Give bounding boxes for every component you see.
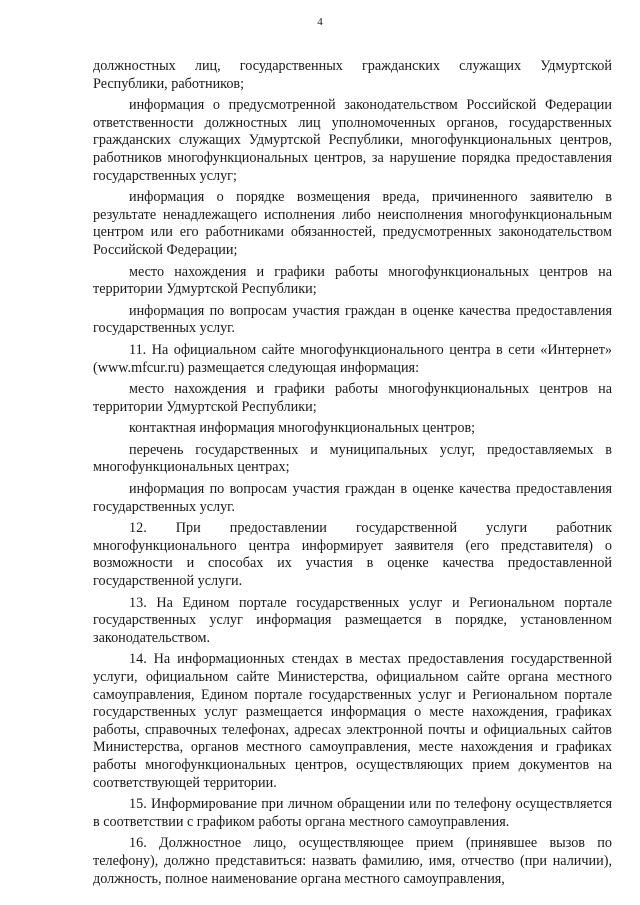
paragraph-14-stands: 14. На информационных стендах в местах предоставления государственной услуги, официальном сайте Министерства, официальном сайте органа местного самоуправления, Едином портале государственных услуг и Региональном портале государственных услуг размещается информация о месте нахождения, графиках работы, справочных телефонах, адресах электронной почты и официальных сайтов Министерства, органов местного самоуправления, месте нахождения и графиках работы многофункциональных центров, осуществляющих прием документов на соответствующей территории.	[93, 651, 612, 791]
paragraph-11-website: 11. На официальном сайте многофункционального центра в сети «Интернет» (www.mfcur.ru) размещается следующая информация:	[93, 341, 612, 376]
paragraph-16-official: 16. Должностное лицо, осуществляющее прием (принявшее вызов по телефону), должно представиться: назвать фамилию, имя, отчество (при наличии), должность, полное наименование органа местного самоуправления,	[93, 835, 612, 887]
paragraph-damage-compensation: информация о порядке возмещения вреда, причиненного заявителю в результате ненадлежащего исполнения либо неисполнения многофункциональным центром или его работниками обязанностей, предусмотренных законодательством Российской Федерации;	[93, 189, 612, 258]
paragraph-13-portals: 13. На Едином портале государственных услуг и Региональном портале государственных услуг информация размещается в порядке, установленном законодательством.	[93, 594, 612, 646]
document-body	[93, 58, 612, 892]
paragraph-15-personal: 15. Информирование при личном обращении или по телефону осуществляется в соответствии с графиком работы органа местного самоуправления.	[93, 796, 612, 830]
paragraph-12-informing: 12. При предоставлении государственной услуги работник многофункционального центра информирует заявителя (его представителя) о возможности и способах их участия в оценке качества предоставленной государственной услуги.	[93, 520, 612, 590]
paragraph-website-services: перечень государственных и муниципальных услуг, предоставляемых в многофункциональных центрах;	[93, 441, 612, 476]
paragraph-mfc-locations: место нахождения и графики работы многофункциональных центров на территории Удмуртской Республики;	[93, 263, 612, 298]
paragraph-continuation: должностных лиц, государственных гражданских служащих Удмуртской Республики, работников;	[93, 58, 612, 92]
paragraph-website-contacts: контактная информация многофункциональных центров;	[129, 420, 476, 437]
page-number: 4	[317, 16, 323, 28]
paragraph-quality-assessment: информация по вопросам участия граждан в оценке качества предоставления государственных услуг.	[93, 302, 612, 337]
paragraph-website-quality: информация по вопросам участия граждан в оценке качества предоставления государственных услуг.	[93, 481, 612, 515]
paragraph-liability-info: информация о предусмотренной законодательством Российской Федерации ответственности должностных лиц уполномоченных органов, государственных гражданских служащих Удмуртской Республики, многофункциональных центров, работников многофункциональных центров, за нарушение порядка предоставления государственных услуг;	[93, 97, 612, 184]
paragraph-website-locations: место нахождения и графики работы многофункциональных центров на территории Удмуртской Республики;	[93, 381, 612, 415]
